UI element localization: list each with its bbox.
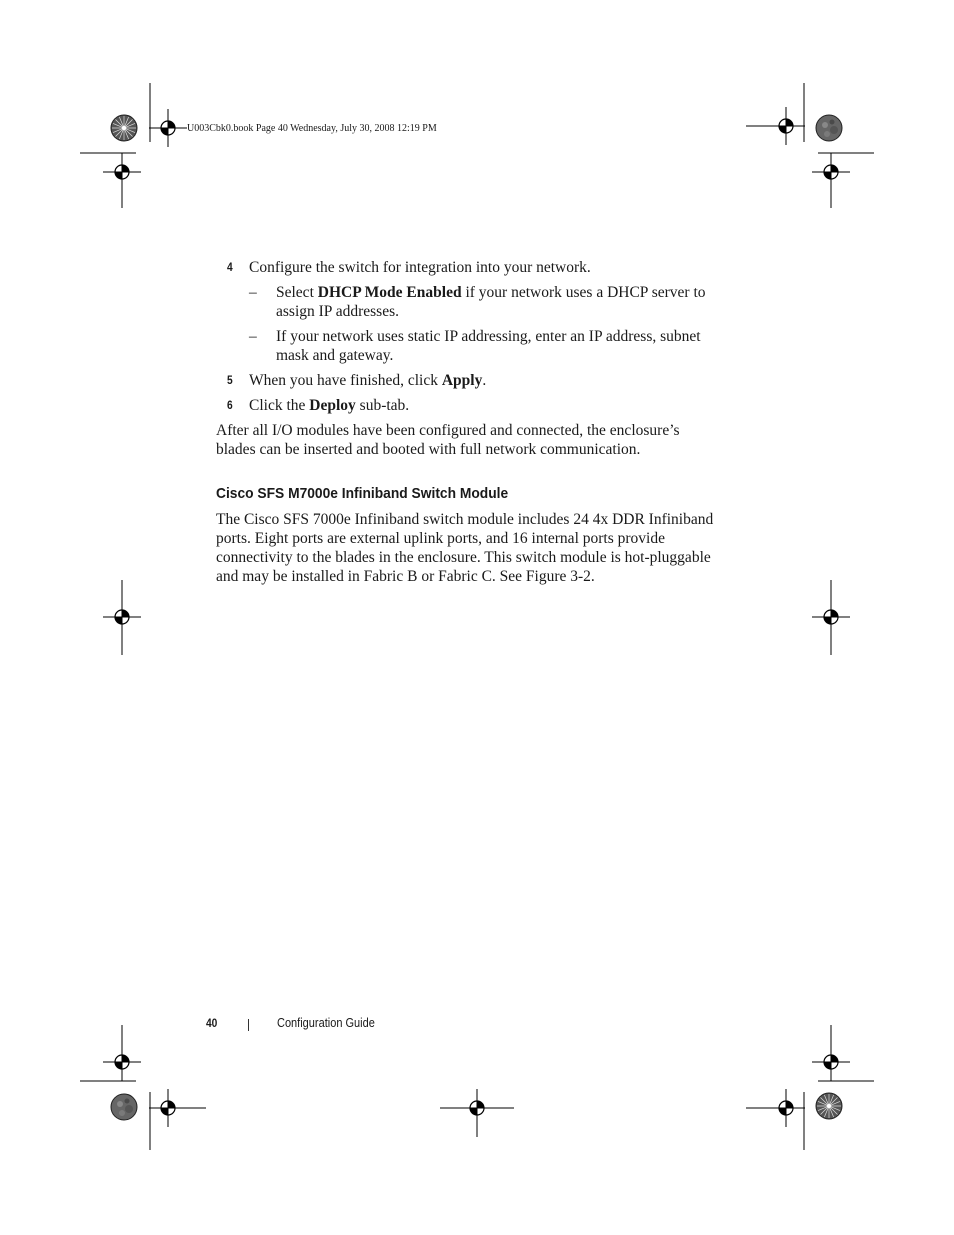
- footer-divider: [248, 1019, 249, 1031]
- paragraph-after-modules: After all I/O modules have been configured and connected, the enclosure’s blades can be inserted and booted with full network communication.: [216, 422, 680, 458]
- step-number: 5: [227, 373, 233, 387]
- page-number: 40: [206, 1016, 218, 1030]
- footer-title: Configuration Guide: [277, 1016, 375, 1030]
- page-body: [216, 258, 716, 592]
- step-text: Configure the switch for integration into your network.: [249, 259, 591, 276]
- step-bold: Apply: [441, 372, 483, 389]
- step-text-before: Click the: [249, 397, 310, 414]
- substep-text-before: Select: [276, 284, 318, 301]
- print-slug: U003Cbk0.book Page 40 Wednesday, July 30, 2008 12:19 PM: [187, 123, 437, 134]
- substep-text: If your network uses static IP addressing, enter an IP address, subnet mask and gateway.: [276, 328, 701, 364]
- step-4: [216, 258, 716, 277]
- section-heading: Cisco SFS M7000e Infiniband Switch Module: [216, 485, 509, 502]
- substep-static: [216, 327, 716, 365]
- substep-bold: DHCP Mode Enabled: [317, 284, 462, 301]
- step-text-before: When you have finished, click: [249, 372, 442, 389]
- substep-dhcp: [216, 283, 716, 321]
- dash-bullet: –: [249, 328, 257, 345]
- substep-text-after: if your network uses a DHCP server to assign IP addresses.: [276, 284, 706, 320]
- step-6: [216, 396, 716, 415]
- step-5: [216, 371, 716, 390]
- step-text-after: .: [482, 372, 487, 389]
- dash-bullet: –: [249, 284, 257, 301]
- paragraph-switch-module: The Cisco SFS 7000e Infiniband switch module includes 24 4x DDR Infiniband ports. Eight ports are external uplink ports, and 16 internal ports provide connectivity to the blades in the enclosure. This switch module is hot-pluggable and may be installed in Fabric B or Fabric C. See Figure 3-2.: [216, 511, 714, 585]
- step-text-after: sub-tab.: [355, 397, 410, 414]
- step-number: 4: [227, 260, 233, 274]
- step-number: 6: [227, 398, 233, 412]
- step-bold: Deploy: [309, 397, 356, 414]
